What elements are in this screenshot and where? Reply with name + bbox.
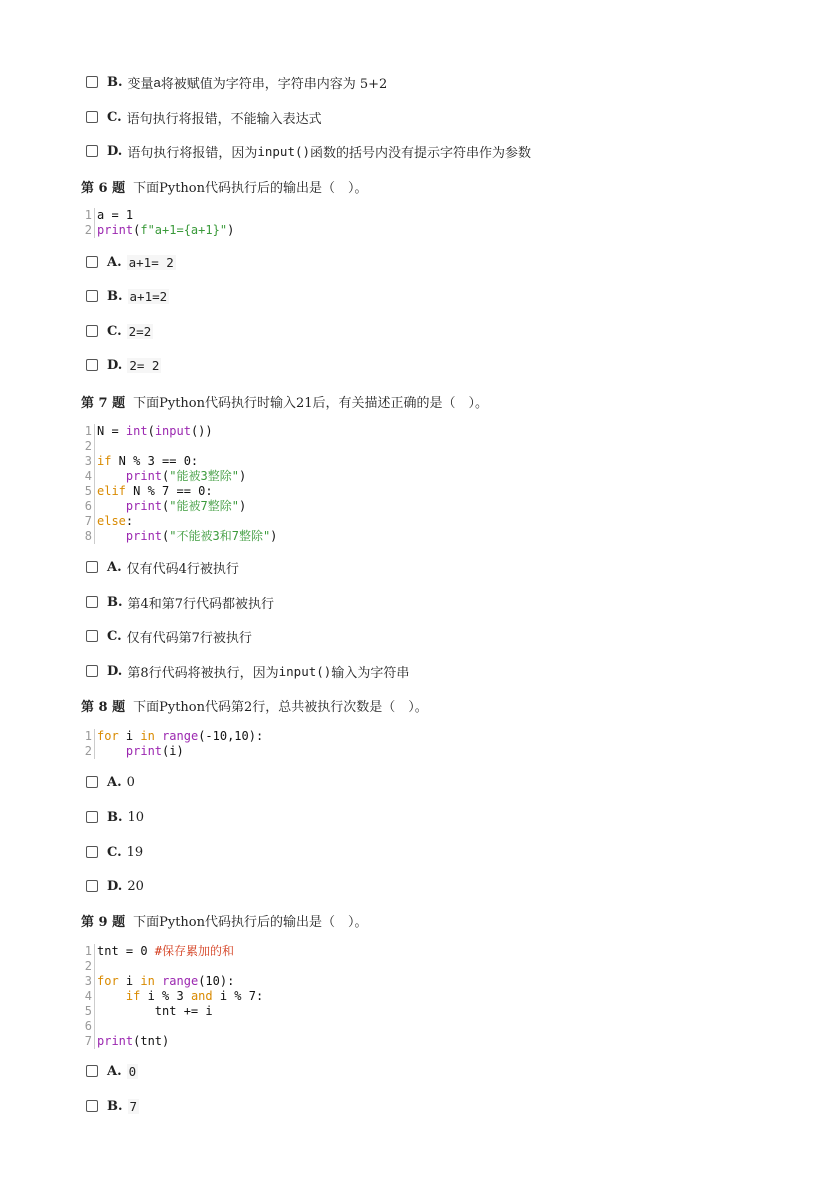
line-number: 1	[82, 944, 95, 959]
option-text: 19	[126, 844, 144, 860]
option-text: a	[153, 74, 161, 90]
code-block	[82, 208, 234, 238]
checkbox[interactable]	[86, 1100, 98, 1112]
code-token: print	[125, 499, 163, 513]
q5-option-d[interactable]	[86, 142, 531, 160]
line-number: 1	[82, 424, 95, 439]
code-token: i % 3	[140, 989, 191, 1003]
code-token: i	[118, 974, 141, 988]
option-letter: D.	[107, 357, 123, 373]
line-number: 1	[82, 729, 95, 744]
option-letter: B.	[107, 288, 123, 304]
option-code-text: a+1= 2	[128, 254, 174, 270]
line-number: 2	[82, 223, 95, 238]
option-text: 0	[126, 774, 135, 790]
code-token: ())	[190, 424, 213, 438]
line-number: 5	[82, 484, 95, 499]
option-letter: C.	[107, 323, 122, 339]
code-token: )	[238, 469, 247, 483]
q5-option-c[interactable]	[86, 108, 322, 126]
code-text	[97, 944, 234, 959]
q6-option-c[interactable]	[86, 322, 153, 340]
code-line	[82, 439, 277, 454]
code-token: in	[140, 729, 155, 743]
checkbox[interactable]	[86, 880, 98, 892]
question-8-heading	[81, 696, 428, 714]
code-line	[82, 454, 277, 469]
q6-option-d[interactable]	[86, 356, 161, 374]
line-number: 7	[82, 1034, 95, 1049]
option-code-text: a+1=2	[129, 288, 168, 304]
code-line	[82, 1004, 263, 1019]
code-token: print	[97, 1034, 134, 1048]
code-text	[97, 499, 246, 514]
code-line	[82, 424, 277, 439]
code-line	[82, 974, 263, 989]
question-9-heading	[81, 911, 368, 929]
line-number: 2	[82, 959, 95, 974]
code-token: print	[97, 223, 134, 237]
code-token: a = 1	[97, 208, 134, 222]
line-number: 8	[82, 529, 95, 544]
code-line	[82, 469, 277, 484]
code-text	[97, 424, 213, 439]
code-token: "能被7整除"	[169, 499, 239, 513]
code-block	[82, 729, 263, 759]
option-text: 20	[127, 878, 144, 894]
code-token: :	[125, 514, 134, 528]
code-text	[97, 514, 133, 529]
code-token: in	[140, 974, 155, 988]
code-text	[97, 974, 234, 989]
option-letter: C.	[107, 628, 122, 644]
code-token: if	[97, 454, 112, 468]
code-text	[97, 1034, 169, 1049]
code-line	[82, 959, 263, 974]
option-text: 变量	[127, 76, 154, 92]
question-number: 第 9 题	[81, 914, 126, 930]
option-text: 语句执行将报错，不能输入表达式	[126, 111, 322, 127]
code-line	[82, 484, 277, 499]
code-token	[97, 529, 126, 543]
q7-option-d[interactable]	[86, 662, 409, 680]
option-letter: A.	[107, 774, 122, 790]
line-number: 1	[82, 208, 95, 223]
option-code-text: 0	[128, 1063, 137, 1079]
option-text: 第4和第7行代码都被执行	[127, 596, 275, 612]
code-token: N =	[97, 424, 126, 438]
code-line	[82, 729, 263, 744]
code-line	[82, 944, 263, 959]
code-token: (10):	[198, 974, 235, 988]
code-line	[82, 223, 234, 238]
code-token: N % 7 == 0:	[125, 484, 213, 498]
code-line	[82, 529, 277, 544]
line-number: 3	[82, 974, 95, 989]
q9-option-a[interactable]	[86, 1062, 138, 1080]
line-number: 4	[82, 469, 95, 484]
line-number: 7	[82, 514, 95, 529]
code-token: N % 3 == 0:	[111, 454, 199, 468]
line-number: 2	[82, 439, 95, 454]
code-token: )	[238, 499, 247, 513]
code-token: range	[162, 974, 199, 988]
code-token	[155, 729, 162, 743]
option-letter: D.	[107, 878, 123, 894]
code-text	[97, 989, 263, 1004]
checkbox[interactable]	[86, 1065, 98, 1077]
code-text	[97, 744, 184, 759]
code-text	[97, 1004, 213, 1019]
question-6-heading	[81, 177, 368, 195]
code-line	[82, 514, 277, 529]
option-letter: A.	[107, 559, 122, 575]
code-token: range	[162, 729, 199, 743]
option-text: 输入为字符串	[331, 665, 410, 681]
code-token: "能被3整除"	[169, 469, 239, 483]
q5-option-b[interactable]	[86, 73, 387, 91]
q8-option-b[interactable]	[86, 808, 144, 826]
line-number: 6	[82, 1019, 95, 1034]
option-letter: D.	[107, 663, 123, 679]
option-letter: C.	[107, 844, 122, 860]
code-token: print	[125, 529, 163, 543]
option-letter: A.	[107, 254, 122, 270]
code-line	[82, 1034, 263, 1049]
q7-option-b[interactable]	[86, 593, 274, 611]
q7-option-c[interactable]	[86, 627, 252, 645]
code-line	[82, 989, 263, 1004]
question-number: 第 7 题	[81, 395, 126, 411]
checkbox[interactable]	[86, 325, 98, 337]
q7-option-a[interactable]	[86, 558, 239, 576]
code-token: (i)	[162, 744, 184, 758]
checkbox[interactable]	[86, 776, 98, 788]
checkbox[interactable]	[86, 76, 98, 88]
q8-option-c[interactable]	[86, 843, 143, 861]
code-token: tnt = 0	[97, 944, 155, 958]
code-text	[97, 208, 133, 223]
question-text: 下面Python代码第2行，总共被执行次数是（ ）。	[133, 699, 428, 715]
checkbox[interactable]	[86, 290, 98, 302]
checkbox[interactable]	[86, 145, 98, 157]
code-token: (	[133, 223, 141, 237]
code-token: (	[162, 469, 170, 483]
question-7-heading	[81, 392, 488, 410]
code-token: (tnt)	[133, 1034, 170, 1048]
option-text: 函数的括号内没有提示字符串作为参数	[310, 145, 532, 161]
code-token: "不能被3和7整除"	[169, 529, 271, 543]
checkbox[interactable]	[86, 596, 98, 608]
code-text	[97, 469, 246, 484]
option-text: 将被赋值为字符串，字符串内容为 5+2	[160, 76, 388, 92]
option-code-text: 7	[129, 1098, 138, 1114]
code-token: i % 7:	[212, 989, 264, 1003]
line-number: 6	[82, 499, 95, 514]
code-token: (-10,10):	[198, 729, 264, 743]
code-token: for	[97, 974, 119, 988]
code-token: )	[270, 529, 278, 543]
code-token: f"a+1={a+1}"	[140, 223, 228, 237]
code-token: int	[125, 424, 148, 438]
code-text	[97, 223, 234, 238]
code-line	[82, 1019, 263, 1034]
code-token: print	[125, 469, 163, 483]
question-text: 下面Python代码执行后的输出是（ ）。	[133, 914, 368, 930]
q8-option-d[interactable]	[86, 877, 144, 895]
code-block	[82, 424, 277, 544]
question-text: 下面Python代码执行后的输出是（ ）。	[133, 180, 368, 196]
code-token: and	[190, 989, 213, 1003]
q6-option-b[interactable]	[86, 287, 169, 305]
code-text	[97, 529, 277, 544]
code-token: if	[125, 989, 141, 1003]
code-token: (	[162, 499, 170, 513]
option-code-text: input()	[278, 663, 332, 679]
option-text: 第8行代码将被执行，因为	[127, 665, 279, 681]
line-number: 5	[82, 1004, 95, 1019]
option-code-text: input()	[257, 143, 311, 159]
code-token	[155, 974, 162, 988]
checkbox[interactable]	[86, 811, 98, 823]
checkbox[interactable]	[86, 846, 98, 858]
option-text: 仅有代码第7行被执行	[126, 630, 252, 646]
code-token: #保存累加的和	[154, 944, 235, 958]
q6-option-a[interactable]	[86, 253, 176, 271]
q9-option-b[interactable]	[86, 1097, 139, 1115]
option-letter: D.	[107, 143, 123, 159]
code-block	[82, 944, 263, 1049]
code-token	[97, 744, 126, 758]
code-token: print	[125, 744, 163, 758]
checkbox[interactable]	[86, 111, 98, 123]
option-letter: A.	[107, 1063, 122, 1079]
option-letter: B.	[107, 594, 123, 610]
question-number: 第 6 题	[81, 180, 126, 196]
code-token: (	[162, 529, 170, 543]
code-text	[97, 729, 263, 744]
line-number: 2	[82, 744, 95, 759]
code-token: for	[97, 729, 119, 743]
q8-option-a[interactable]	[86, 773, 135, 791]
question-number: 第 8 题	[81, 699, 126, 715]
code-line	[82, 499, 277, 514]
code-text	[97, 484, 213, 499]
option-letter: B.	[107, 809, 123, 825]
code-token	[97, 469, 126, 483]
option-text: 语句执行将报错，因为	[127, 145, 258, 161]
option-text: 仅有代码4行被执行	[126, 561, 239, 577]
code-line	[82, 208, 234, 223]
code-token: i	[118, 729, 141, 743]
code-token: else	[97, 514, 126, 528]
code-token	[97, 989, 126, 1003]
checkbox[interactable]	[86, 359, 98, 371]
option-text: 10	[127, 809, 145, 825]
code-text	[97, 454, 198, 469]
line-number: 4	[82, 989, 95, 1004]
checkbox[interactable]	[86, 561, 98, 573]
checkbox[interactable]	[86, 665, 98, 677]
code-token: elif	[97, 484, 126, 498]
option-letter: B.	[107, 74, 123, 90]
code-token	[97, 499, 126, 513]
checkbox[interactable]	[86, 256, 98, 268]
option-letter: B.	[107, 1098, 123, 1114]
line-number: 3	[82, 454, 95, 469]
code-token: input	[154, 424, 191, 438]
code-token: )	[227, 223, 235, 237]
option-code-text: 2=2	[128, 323, 152, 339]
option-letter: C.	[107, 109, 122, 125]
question-text: 下面Python代码执行时输入21后，有关描述正确的是（ ）。	[133, 395, 489, 411]
checkbox[interactable]	[86, 630, 98, 642]
option-code-text: 2= 2	[129, 357, 160, 373]
code-token: tnt += i	[97, 1004, 213, 1018]
code-token: (	[147, 424, 155, 438]
code-line	[82, 744, 263, 759]
